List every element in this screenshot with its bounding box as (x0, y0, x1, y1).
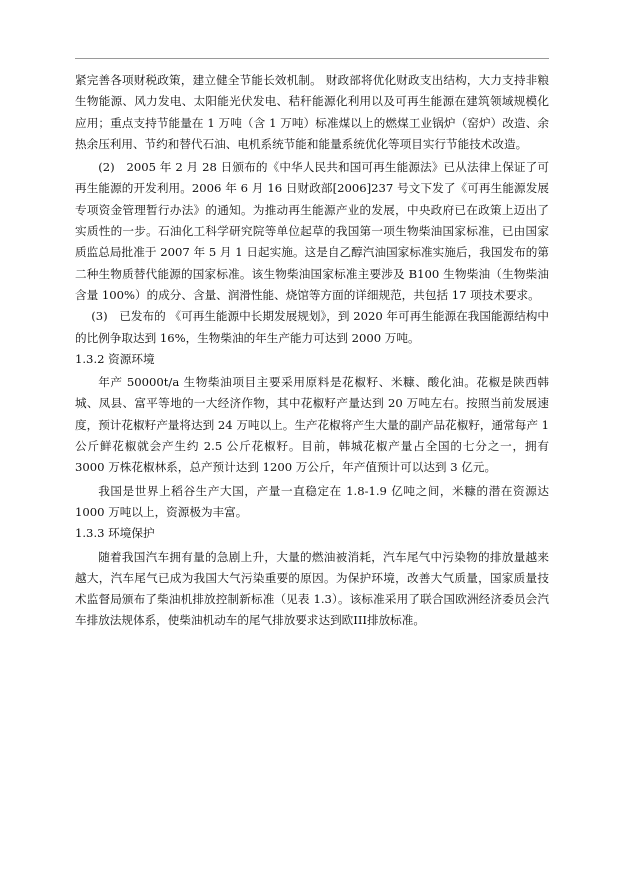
section-heading-environment: 1.3.3 环境保护 (75, 526, 155, 541)
header-rule (75, 58, 549, 59)
paragraph-renewable-energy-law: (2) 2005 年 2 月 28 日颁布的《中华人民共和国可再生能源法》已从法律上保证了可再生能源的开发利用。2006 年 6 月 16 日财政部[2006]237 号文下发了《可再生能源发展专项资金管理暂行办法》的通知。为推动再生能源产业的发展，中央政府已在政策上迈出了实质性的一步。石油化工科学研究院等单位起草的我国第一项生物柴油国家标准，已由国家质监总局批准于 2007 年 5 月 1 日起实施。这是自乙醇汽油国家标准实施后，我国发布的第二种生物质替代能源的国家标准。该生物柴油国家标准主要涉及 B100 生物柴油（生物柴油含量 100%）的成分、含量、润滑性能、烧馆等方面的详细规范，共包括 17 项技术要求。 (75, 160, 549, 302)
paragraph-rice-bran: 我国是世界上稻谷生产大国，产量一直稳定在 1.8-1.9 亿吨之间，米糠的潜在资源达 1000 万吨以上，资源极为丰富。 (75, 483, 549, 519)
paragraph-raw-materials: 年产 50000t/a 生物柴油项目主要采用原料是花椒籽、米糠、酸化油。花椒是陕西韩城、凤县、富平等地的一大经济作物，其中花椒籽产量达到 20 万吨左右。按照当前发展速度，预计花椒籽产量将达到 24 万吨以上。生产花椒将产生大量的副产品花椒籽，通常每产 1 公斤鲜花椒就会产生约 2.5 公斤花椒籽。目前，韩城花椒产量占全国的七分之一，拥有 3000 万株花椒林系，总产预计达到 1200 万公斤，年产值预计可以达到 3 亿元。 (75, 375, 549, 475)
paragraph-long-term-plan: (3) 已发布的 《可再生能源中长期发展规划》，到 2020 年可再生能源在我国能源结构中的比例争取达到 16%，生物柴油的年生产能力可达到 2000 万吨。 (75, 309, 549, 345)
paragraph-fiscal-policy: 紧完善各项财税政策，建立健全节能长效机制。 财政部将优化财政支出结构，大力支持非粮生物能源、风力发电、太阳能光伏发电、秸秆能源化利用以及可再生能源在建筑领域规模化应用；重点支持节能量在 1 万吨（含 1 万吨）标准煤以上的燃煤工业锅炉（窑炉）改造、余热余压利用、节约和替代石油、电机系统节能和能量系统优化等项目实行节能技术改造。 (75, 73, 549, 151)
document-body (75, 70, 549, 632)
section-heading-resources: 1.3.2 资源环境 (75, 351, 155, 366)
paragraph-emission-standard: 随着我国汽车拥有量的急剧上升，大量的燃油被消耗，汽车尾气中污染物的排放量越来越大，汽车尾气已成为我国大气污染重要的原因。为保护环境，改善大气质量，国家质量技术监督局颁布了柴油机排放控制新标准（见表 1.3）。该标准采用了联合国欧洲经济委员会汽车排放法规体系，使柴油机动车的尾气排放要求达到欧III排放标准。 (75, 549, 549, 628)
